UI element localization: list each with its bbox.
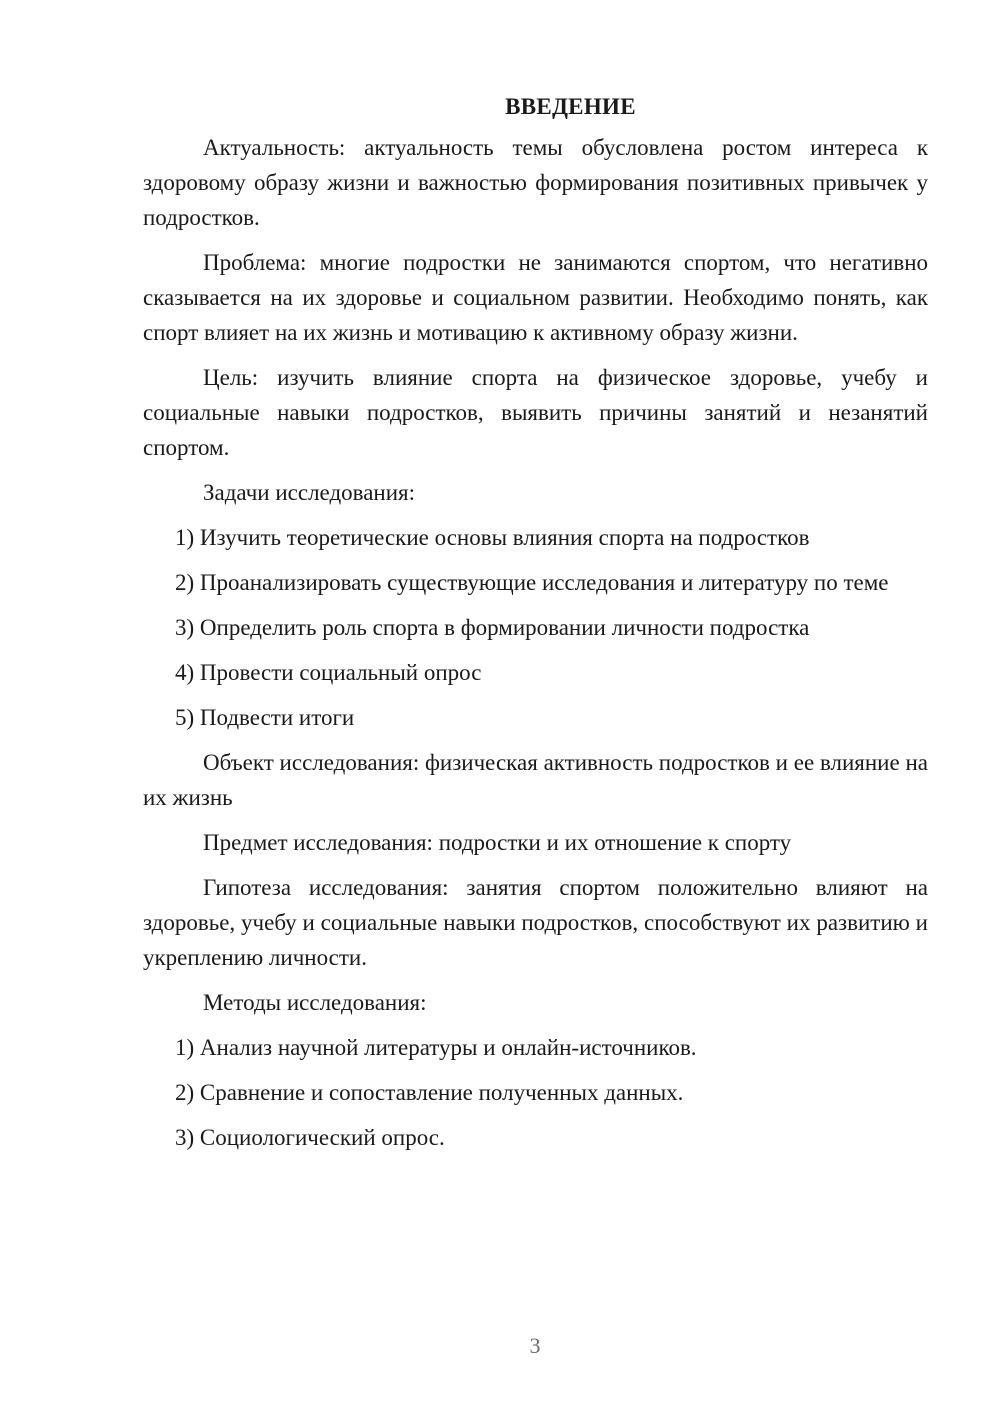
document-page <box>143 90 928 1165</box>
task-item: 5) Подвести итоги <box>175 705 355 730</box>
page-number: 3 <box>529 1333 541 1358</box>
object-paragraph: Объект исследования: физическая активность подростков и ее влияние на их жизнь <box>143 750 928 810</box>
method-item: 3) Социологический опрос. <box>175 1125 445 1150</box>
task-item: 4) Провести социальный опрос <box>175 660 482 685</box>
relevance-paragraph: Актуальность: актуальность темы обусловлена ростом интереса к здоровому образу жизни и важностью формирования позитивных привычек у подростков. <box>143 135 928 230</box>
method-item: 2) Сравнение и сопоставление полученных данных. <box>175 1080 684 1105</box>
task-item: 3) Определить роль спорта в формировании личности подростка <box>175 615 810 640</box>
section-title: ВВЕДЕНИЕ <box>505 94 636 119</box>
task-item: 2) Проанализировать существующие исследования и литературу по теме <box>175 570 889 595</box>
subject-paragraph: Предмет исследования: подростки и их отношение к спорту <box>203 830 792 855</box>
methods-heading: Методы исследования: <box>203 990 427 1015</box>
hypothesis-paragraph: Гипотеза исследования: занятия спортом положительно влияют на здоровье, учебу и социальные навыки подростков, способствуют их развитию и укреплению личности. <box>143 875 928 970</box>
problem-paragraph: Проблема: многие подростки не занимаются спортом, что негативно сказывается на их здоровье и социальном развитии. Необходимо понять, как спорт влияет на их жизнь и мотивацию к активному образу жизни. <box>143 250 928 345</box>
goal-paragraph: Цель: изучить влияние спорта на физическое здоровье, учебу и социальные навыки подростков, выявить причины занятий и незанятий спортом. <box>143 365 928 460</box>
method-item: 1) Анализ научной литературы и онлайн-источников. <box>175 1035 697 1060</box>
tasks-heading: Задачи исследования: <box>203 480 416 505</box>
task-item: 1) Изучить теоретические основы влияния спорта на подростков <box>175 525 810 550</box>
